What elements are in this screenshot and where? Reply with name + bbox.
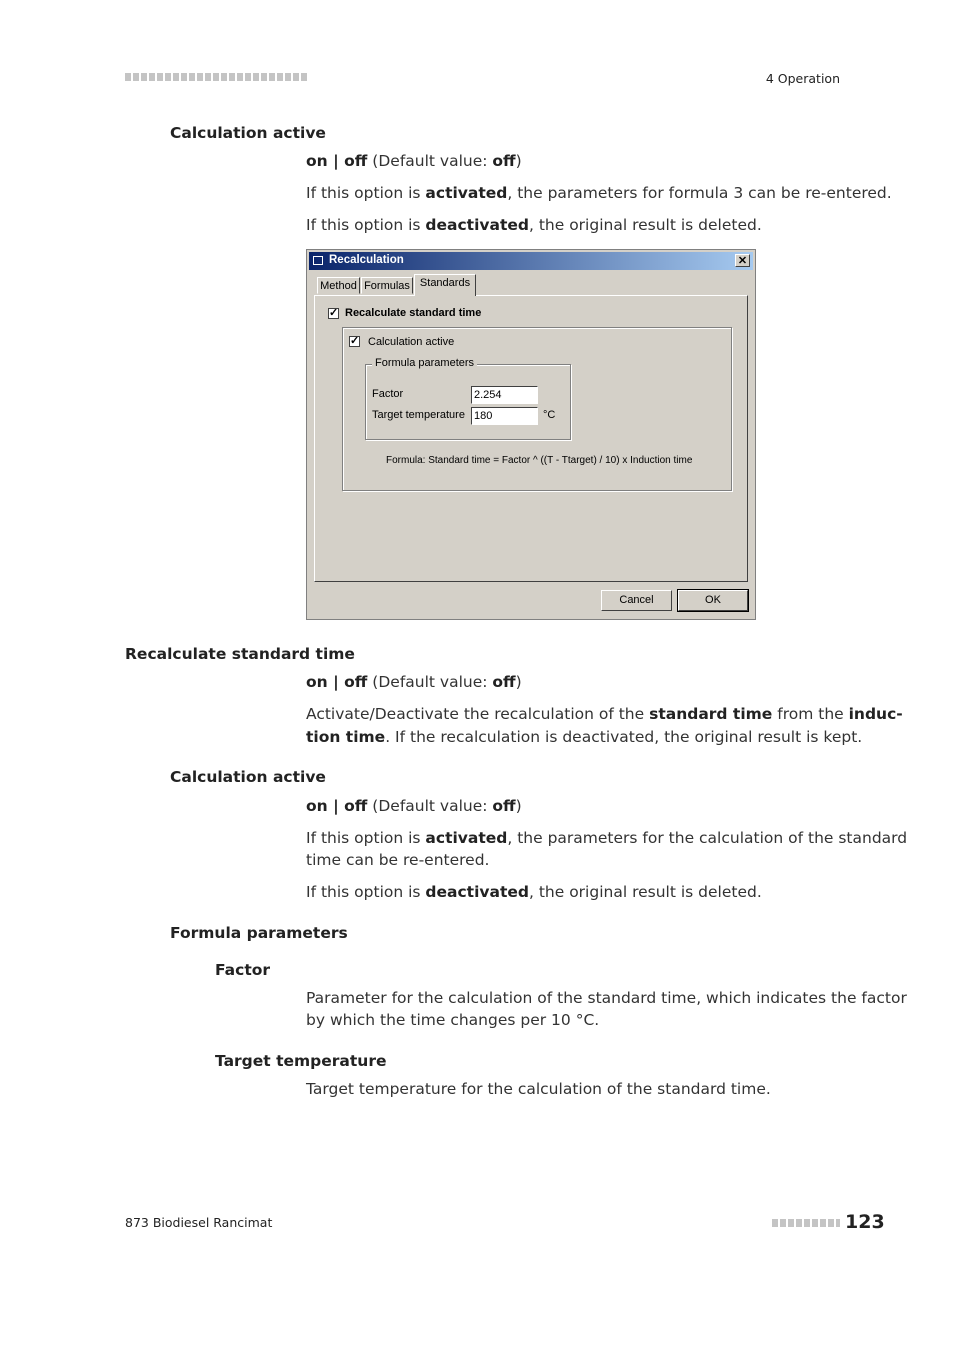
tab-method[interactable]: Method [317, 277, 360, 294]
tab-formulas[interactable]: Formulas [361, 277, 413, 294]
paragraph-recalculate-line2: tion time. If the recalculation is deactivated, the original result is kept. [306, 728, 863, 746]
calc-active-label: Calculation active [368, 336, 455, 348]
section-title-recalculate-standard-time: Recalculate standard time [125, 645, 355, 663]
factor-input[interactable]: 2.254 [471, 386, 538, 404]
target-temperature-label: Target temperature [372, 409, 465, 421]
header-decoration [125, 73, 307, 81]
tab-standards[interactable]: Standards [414, 274, 476, 296]
formula-text: Formula: Standard time = Factor ^ ((T - Ttarget) / 10) x Induction time [386, 455, 693, 466]
calc-active-checkbox[interactable]: ✓ [350, 335, 360, 347]
dialog-title: Recalculation [329, 254, 404, 266]
temperature-unit: °C [543, 409, 556, 421]
calc-group [342, 327, 732, 491]
chapter-title: 4 Operation [765, 71, 840, 86]
recalc-checkbox-label: Recalculate standard time [345, 307, 482, 319]
option-values: on | off (Default value: off) [306, 797, 522, 815]
section-title-formula-parameters: Formula parameters [170, 924, 348, 942]
formula-params-group [365, 357, 571, 440]
paragraph-factor-line1: Parameter for the calculation of the standard time, which indicates the factor [306, 989, 907, 1007]
recalculation-dialog [306, 249, 756, 620]
paragraph-deactivated: If this option is deactivated, the original result is deleted. [306, 216, 762, 234]
paragraph-activated: If this option is activated, the parameters for formula 3 can be re-entered. [306, 184, 892, 202]
section-title-calculation-active: Calculation active [170, 124, 326, 142]
paragraph-recalculate-line1: Activate/Deactivate the recalculation of the standard time from the induc- [306, 705, 903, 723]
close-icon[interactable]: ✕ [735, 254, 750, 267]
paragraph-activated-line1: If this option is activated, the parameters for the calculation of the standard [306, 829, 908, 847]
subsection-title-factor: Factor [215, 961, 271, 979]
option-values: on | off (Default value: off) [306, 152, 522, 170]
section-title-calculation-active-2: Calculation active [170, 768, 326, 786]
paragraph-factor-line2: by which the time changes per 10 °C. [306, 1011, 600, 1029]
page-number: 123 [845, 1211, 885, 1233]
dialog-titlebar [309, 252, 753, 270]
window-icon [313, 256, 323, 265]
target-temperature-input[interactable]: 180 [471, 407, 538, 425]
paragraph-target-temperature: Target temperature for the calculation of the standard time. [306, 1080, 771, 1098]
cancel-button[interactable]: Cancel [601, 590, 672, 611]
recalc-checkbox[interactable]: ✓ [329, 307, 339, 319]
paragraph-activated-line2: time can be re-entered. [306, 851, 490, 869]
paragraph-deactivated: If this option is deactivated, the original result is deleted. [306, 883, 762, 901]
ok-button[interactable]: OK [678, 590, 748, 611]
standards-panel [314, 295, 748, 582]
factor-label: Factor [372, 388, 404, 400]
subsection-title-target-temperature: Target temperature [215, 1052, 387, 1070]
option-values: on | off (Default value: off) [306, 673, 522, 691]
footer-decoration [772, 1219, 840, 1227]
formula-params-legend: Formula parameters [372, 357, 477, 369]
footer-product: 873 Biodiesel Rancimat [125, 1215, 273, 1230]
